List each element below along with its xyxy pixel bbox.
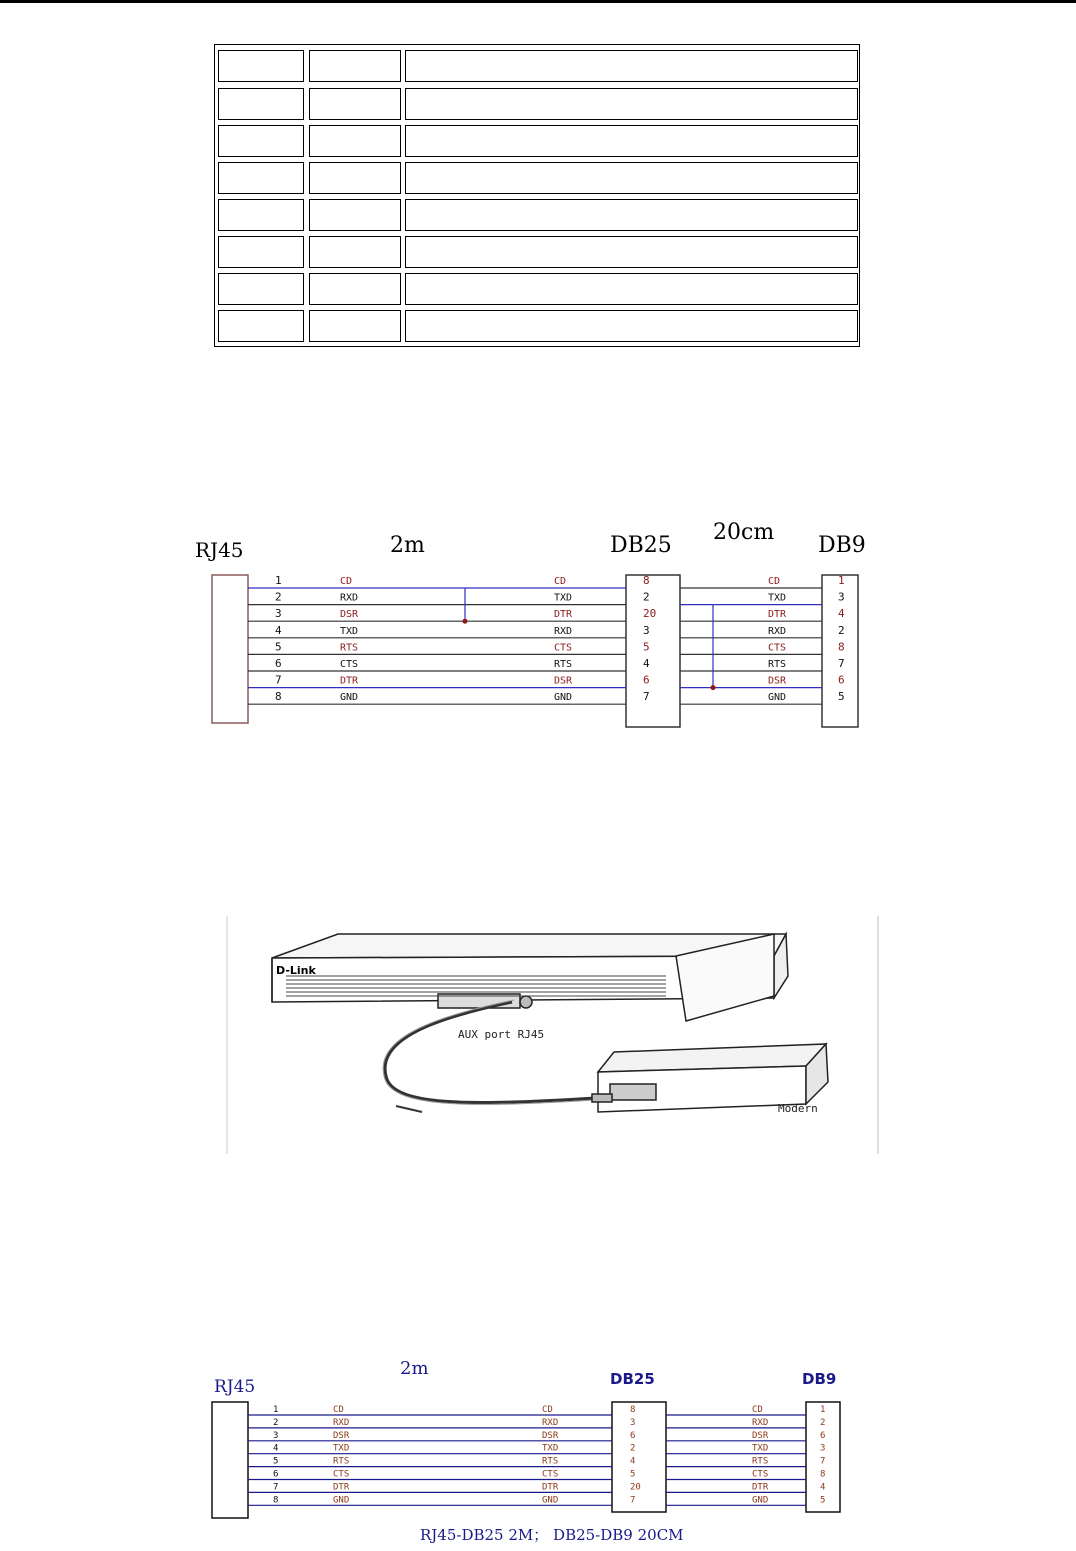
- rj45-signal: RTS: [340, 642, 359, 654]
- db9-signal: RTS: [768, 659, 787, 670]
- rj45-pin: 4: [275, 623, 282, 637]
- rj45-signal: RXD: [333, 1417, 350, 1428]
- rj45-pin: 2: [273, 1417, 279, 1428]
- rj45-pin: 1: [275, 574, 282, 587]
- db25-label: DB25: [610, 533, 672, 558]
- rj45-pin: 8: [275, 690, 282, 704]
- db9-signal: RTS: [752, 1456, 769, 1467]
- rj45-pin: 1: [273, 1405, 279, 1415]
- table-row: [218, 162, 858, 194]
- table-row: [218, 236, 858, 268]
- db25-connector: [626, 575, 680, 727]
- db25-pin: 7: [630, 1495, 636, 1506]
- db9-pin: 6: [838, 673, 845, 687]
- router-modem-illustration: [226, 916, 886, 1154]
- db9-signal: CTS: [768, 642, 787, 654]
- db25-signal: CTS: [542, 1469, 559, 1480]
- db25-pin: 2: [643, 590, 650, 604]
- rj45-signal: DTR: [333, 1482, 350, 1493]
- db25-pin: 8: [630, 1405, 636, 1415]
- rj45-pin: 7: [275, 673, 282, 687]
- db9-pin: 1: [838, 574, 845, 587]
- table-cell-description: [405, 50, 858, 82]
- table-row: [218, 199, 858, 231]
- table-cell-description: [405, 236, 858, 268]
- db25-pin: 3: [643, 623, 650, 637]
- db25-label: DB25: [610, 1370, 655, 1388]
- table-cell-signal: [309, 125, 401, 157]
- rj45-label: RJ45: [214, 1377, 256, 1397]
- rj45-pin: 8: [273, 1495, 279, 1506]
- modem-label: Modern: [778, 1102, 818, 1115]
- rj45-pin: 6: [275, 657, 282, 670]
- rj45-signal: GND: [340, 692, 359, 704]
- table-cell-description: [405, 162, 858, 194]
- length-label-20cm: 20cm: [713, 520, 775, 545]
- rj45-signal: RTS: [333, 1456, 350, 1467]
- db9-pin: 1: [820, 1405, 826, 1415]
- db9-pin: 3: [820, 1443, 826, 1454]
- table-cell-pin: [218, 162, 304, 194]
- rj45-pin: 7: [273, 1482, 279, 1493]
- db9-pin: 7: [820, 1456, 826, 1467]
- rj45-pin: 4: [273, 1443, 279, 1454]
- db9-signal: DTR: [752, 1482, 769, 1493]
- table-cell-description: [405, 199, 858, 231]
- db25-signal: CTS: [554, 642, 573, 654]
- db9-pin: 2: [820, 1417, 826, 1428]
- db25-pin: 20: [643, 607, 657, 621]
- db25-pin: 5: [643, 640, 650, 654]
- db9-pin: 8: [838, 640, 845, 654]
- db25-signal: CD: [554, 576, 567, 587]
- table-row: [218, 310, 858, 342]
- cable-diagram-crossover: [0, 505, 1076, 735]
- db25-signal: RTS: [542, 1456, 559, 1467]
- db25-signal: GND: [554, 692, 573, 704]
- cable-diagram-straight: [0, 1350, 1076, 1551]
- db9-signal: RXD: [768, 625, 787, 637]
- table-cell-description: [405, 273, 858, 305]
- table-cell-pin: [218, 273, 304, 305]
- brand-label: D-Link: [276, 964, 316, 977]
- db25-pin: 4: [630, 1456, 636, 1467]
- table-cell-description: [405, 125, 858, 157]
- db9-signal: DSR: [768, 675, 787, 687]
- rj45-signal: RXD: [340, 592, 359, 604]
- db9-pin: 5: [820, 1495, 826, 1506]
- table-row: [218, 125, 858, 157]
- rj45-label: RJ45: [195, 538, 244, 562]
- table-row: [218, 273, 858, 305]
- db9-pin: 5: [838, 690, 845, 704]
- table-cell-pin: [218, 199, 304, 231]
- db25-pin: 8: [643, 574, 650, 587]
- db9-signal: CD: [752, 1405, 763, 1415]
- rj45-signal: TXD: [340, 625, 359, 637]
- junction-dot: [711, 685, 716, 690]
- rj45-signal: DSR: [340, 609, 359, 621]
- db25-pin: 4: [643, 657, 650, 670]
- table-cell-pin: [218, 50, 304, 82]
- rj45-signal: CTS: [333, 1469, 350, 1480]
- db9-label: DB9: [802, 1370, 837, 1388]
- db9-signal: DTR: [768, 609, 787, 621]
- db9-signal: TXD: [752, 1443, 769, 1454]
- table-cell-signal: [309, 88, 401, 120]
- db25-pin: 5: [630, 1469, 636, 1480]
- rj45-signal: DTR: [340, 675, 359, 687]
- table-cell-signal: [309, 199, 401, 231]
- rj45-signal: CD: [340, 576, 353, 587]
- table-cell-pin: [218, 125, 304, 157]
- table-cell-signal: [309, 310, 401, 342]
- rj45-signal: DSR: [333, 1430, 350, 1441]
- db25-signal: RXD: [542, 1417, 559, 1428]
- db9-signal: GND: [752, 1495, 769, 1506]
- db25-pin: 6: [643, 673, 650, 687]
- table-cell-pin: [218, 236, 304, 268]
- db25-signal: DSR: [554, 675, 573, 687]
- db9-signal: RXD: [752, 1417, 769, 1428]
- rj45-pin: 6: [273, 1469, 279, 1480]
- length-label-2m: 2m: [390, 533, 425, 558]
- db9-pin: 2: [838, 623, 845, 637]
- db9-signal: CD: [768, 576, 781, 587]
- db9-signal: DSR: [752, 1430, 769, 1441]
- rj45-connector: [212, 575, 248, 723]
- diagram-caption: RJ45-DB25 2M； DB25-DB9 20CM: [420, 1526, 684, 1544]
- rj45-pin: 3: [273, 1430, 279, 1441]
- db9-pin: 7: [838, 657, 845, 670]
- table-cell-signal: [309, 50, 401, 82]
- table-cell-pin: [218, 88, 304, 120]
- db25-pin: 7: [643, 690, 650, 704]
- rj45-signal: CTS: [340, 659, 359, 670]
- table-cell-signal: [309, 273, 401, 305]
- db25-signal: DSR: [542, 1430, 559, 1441]
- junction-dot: [463, 619, 468, 624]
- rj45-signal: TXD: [333, 1443, 350, 1454]
- db9-pin: 8: [820, 1469, 826, 1480]
- db25-signal: CD: [542, 1405, 553, 1415]
- db9-pin: 4: [820, 1482, 826, 1493]
- db9-label: DB9: [818, 533, 866, 558]
- aux-port-label: AUX port RJ45: [458, 1028, 545, 1041]
- rj45-pin: 5: [273, 1456, 279, 1467]
- table-cell-pin: [218, 310, 304, 342]
- db25-pin: 6: [630, 1430, 636, 1441]
- table-cell-signal: [309, 162, 401, 194]
- db25-connector: [612, 1402, 666, 1512]
- db25-pin: 3: [630, 1417, 636, 1428]
- length-label-2m: 2m: [400, 1358, 429, 1379]
- table-cell-signal: [309, 236, 401, 268]
- db25-signal: DTR: [554, 609, 573, 621]
- db25-signal: GND: [542, 1495, 559, 1506]
- rj45-pin: 5: [275, 640, 282, 654]
- db25-signal: RXD: [554, 625, 573, 637]
- db25-signal: DTR: [542, 1482, 559, 1493]
- table-row: [218, 88, 858, 120]
- rj45-pin: 3: [275, 607, 282, 621]
- table-cell-description: [405, 310, 858, 342]
- db25-pin: 20: [630, 1482, 641, 1493]
- db25-signal: RTS: [554, 659, 573, 670]
- db9-pin: 3: [838, 590, 845, 604]
- rj45-signal: GND: [333, 1495, 350, 1506]
- rj45-signal: CD: [333, 1405, 344, 1415]
- db25-signal: TXD: [542, 1443, 559, 1454]
- db9-pin: 4: [838, 607, 845, 621]
- db9-signal: CTS: [752, 1469, 769, 1480]
- db9-signal: GND: [768, 692, 787, 704]
- db9-pin: 6: [820, 1430, 826, 1441]
- table-cell-description: [405, 88, 858, 120]
- header-rule: [0, 0, 1076, 3]
- db9-signal: TXD: [768, 592, 787, 604]
- pin-table: [214, 44, 860, 347]
- db25-pin: 2: [630, 1443, 636, 1454]
- table-row: [218, 50, 858, 82]
- rj45-connector: [212, 1402, 248, 1518]
- rj45-pin: 2: [275, 590, 282, 604]
- db25-signal: TXD: [554, 592, 573, 604]
